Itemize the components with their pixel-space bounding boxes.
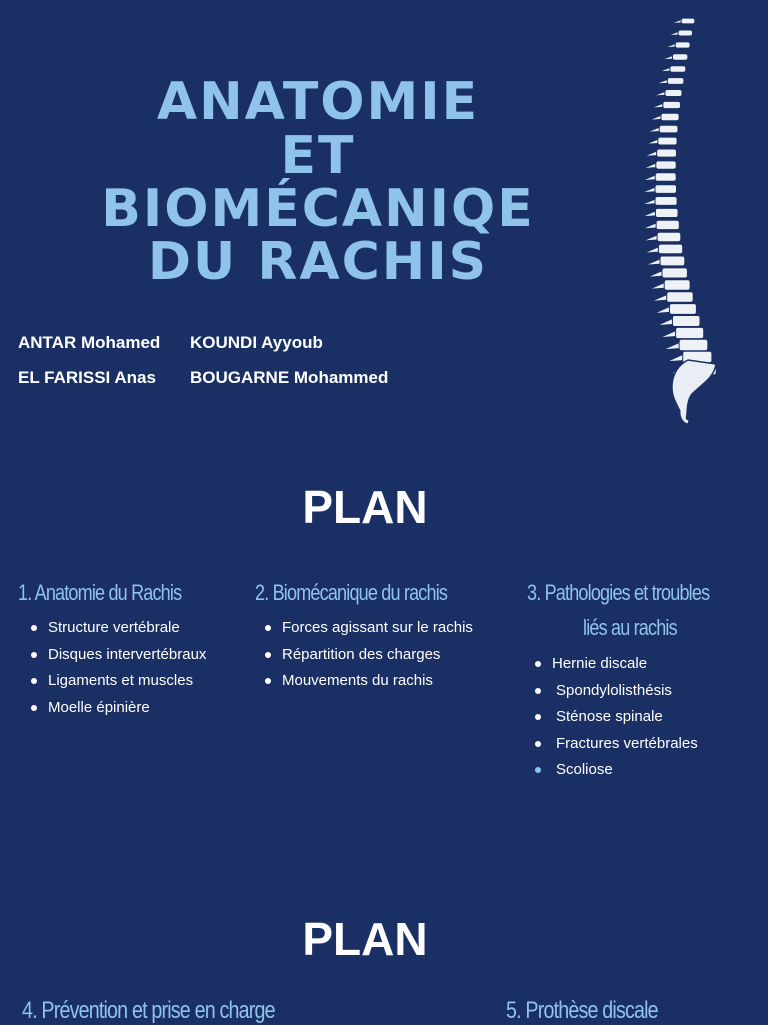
title-line-4: DU RACHIS bbox=[147, 232, 489, 292]
list-item: Mouvements du rachis bbox=[264, 671, 473, 698]
section-title-5: 5. Prothèse discale bbox=[506, 997, 658, 1024]
title-line-1: ANATOMIE bbox=[156, 72, 480, 132]
plan-heading-2: PLAN bbox=[302, 913, 428, 965]
vertebra bbox=[657, 232, 681, 242]
author-4: BOUGARNE Mohammed bbox=[190, 368, 389, 387]
spinous-process bbox=[642, 199, 655, 204]
vertebra bbox=[658, 137, 678, 145]
vertebra bbox=[665, 89, 682, 96]
vertebra bbox=[681, 18, 695, 24]
spine-illustration bbox=[628, 8, 738, 428]
section-title-1: 1. Anatomie du Rachis bbox=[18, 580, 182, 605]
spinous-process bbox=[647, 127, 659, 132]
spinous-process bbox=[651, 104, 663, 109]
spinous-process bbox=[644, 151, 656, 156]
vertebra bbox=[663, 101, 681, 108]
spinous-process bbox=[668, 32, 678, 36]
section-2-list bbox=[264, 618, 473, 698]
spinous-process bbox=[643, 163, 656, 168]
spinous-process bbox=[642, 175, 655, 180]
spinous-process bbox=[643, 223, 657, 229]
vertebra bbox=[662, 268, 688, 278]
spinous-process bbox=[650, 283, 665, 289]
list-item: Scoliose bbox=[534, 760, 698, 787]
section-title-4: 4. Prévention et prise en charge bbox=[22, 997, 275, 1024]
list-item: Sténose spinale bbox=[534, 707, 698, 734]
section-title-3-line-2: liés au rachis bbox=[583, 615, 677, 640]
spinous-process bbox=[652, 295, 667, 302]
spinous-process bbox=[662, 56, 673, 60]
vertebrae-group bbox=[642, 18, 717, 375]
section-1-list bbox=[30, 618, 206, 724]
vertebra bbox=[667, 292, 694, 303]
list-item: Structure vertébrale bbox=[30, 618, 206, 645]
spinous-process bbox=[649, 116, 661, 121]
vertebra bbox=[655, 185, 677, 194]
list-item: Répartition des charges bbox=[264, 645, 473, 672]
vertebra bbox=[667, 78, 684, 85]
spinous-process bbox=[646, 259, 660, 265]
section-3-list bbox=[534, 654, 698, 787]
vertebra bbox=[672, 54, 688, 61]
title-line-3: BIOMÉCANIQE bbox=[101, 179, 535, 239]
spinous-process bbox=[671, 20, 681, 24]
section-title-3-line-1: 3. Pathologies et troubles bbox=[527, 580, 710, 605]
vertebra bbox=[658, 244, 683, 254]
spinous-process bbox=[656, 80, 667, 84]
author-1: ANTAR Mohamed bbox=[18, 333, 161, 352]
vertebra bbox=[655, 208, 678, 217]
list-item: Hernie discale bbox=[534, 654, 698, 681]
title-line-2: ET bbox=[280, 126, 356, 186]
spinous-process bbox=[657, 319, 672, 326]
list-item: Spondylolisthésis bbox=[534, 681, 698, 708]
sacrum-shape bbox=[672, 360, 716, 422]
vertebra bbox=[664, 280, 690, 291]
list-item: Forces agissant sur le rachis bbox=[264, 618, 473, 645]
spinous-process bbox=[659, 68, 670, 72]
vertebra bbox=[676, 327, 704, 338]
spinous-process bbox=[642, 187, 655, 192]
spinous-process bbox=[646, 139, 658, 144]
section-title-2: 2. Biomécanique du rachis bbox=[255, 580, 448, 605]
list-item: Ligaments et muscles bbox=[30, 671, 206, 698]
plan-heading-1: PLAN bbox=[302, 481, 428, 533]
vertebra bbox=[656, 220, 679, 230]
list-item: Moelle épinière bbox=[30, 698, 206, 725]
vertebra bbox=[675, 42, 690, 48]
spinous-process bbox=[642, 211, 655, 217]
spinous-process bbox=[644, 247, 658, 253]
vertebra bbox=[670, 66, 686, 73]
spinous-process bbox=[643, 235, 657, 241]
spinous-process bbox=[665, 44, 675, 48]
spinous-process bbox=[648, 271, 662, 277]
spinous-process bbox=[667, 355, 683, 362]
author-2: KOUNDI Ayyoub bbox=[190, 333, 323, 352]
vertebra bbox=[661, 113, 679, 121]
vertebra bbox=[679, 339, 708, 351]
vertebra bbox=[678, 30, 693, 36]
vertebra bbox=[669, 304, 696, 315]
vertebra bbox=[672, 315, 700, 326]
spinous-process bbox=[663, 343, 679, 350]
vertebra bbox=[657, 149, 677, 157]
spinous-process bbox=[654, 307, 669, 314]
vertebra bbox=[660, 256, 685, 266]
list-item: Fractures vertébrales bbox=[534, 734, 698, 761]
vertebra bbox=[659, 125, 678, 133]
spinous-process bbox=[660, 331, 675, 338]
author-3: EL FARISSI Anas bbox=[18, 368, 156, 387]
vertebra bbox=[656, 161, 677, 170]
list-item: Disques intervertébraux bbox=[30, 645, 206, 672]
vertebra bbox=[655, 173, 676, 182]
spinous-process bbox=[654, 92, 665, 96]
vertebra bbox=[655, 196, 677, 205]
